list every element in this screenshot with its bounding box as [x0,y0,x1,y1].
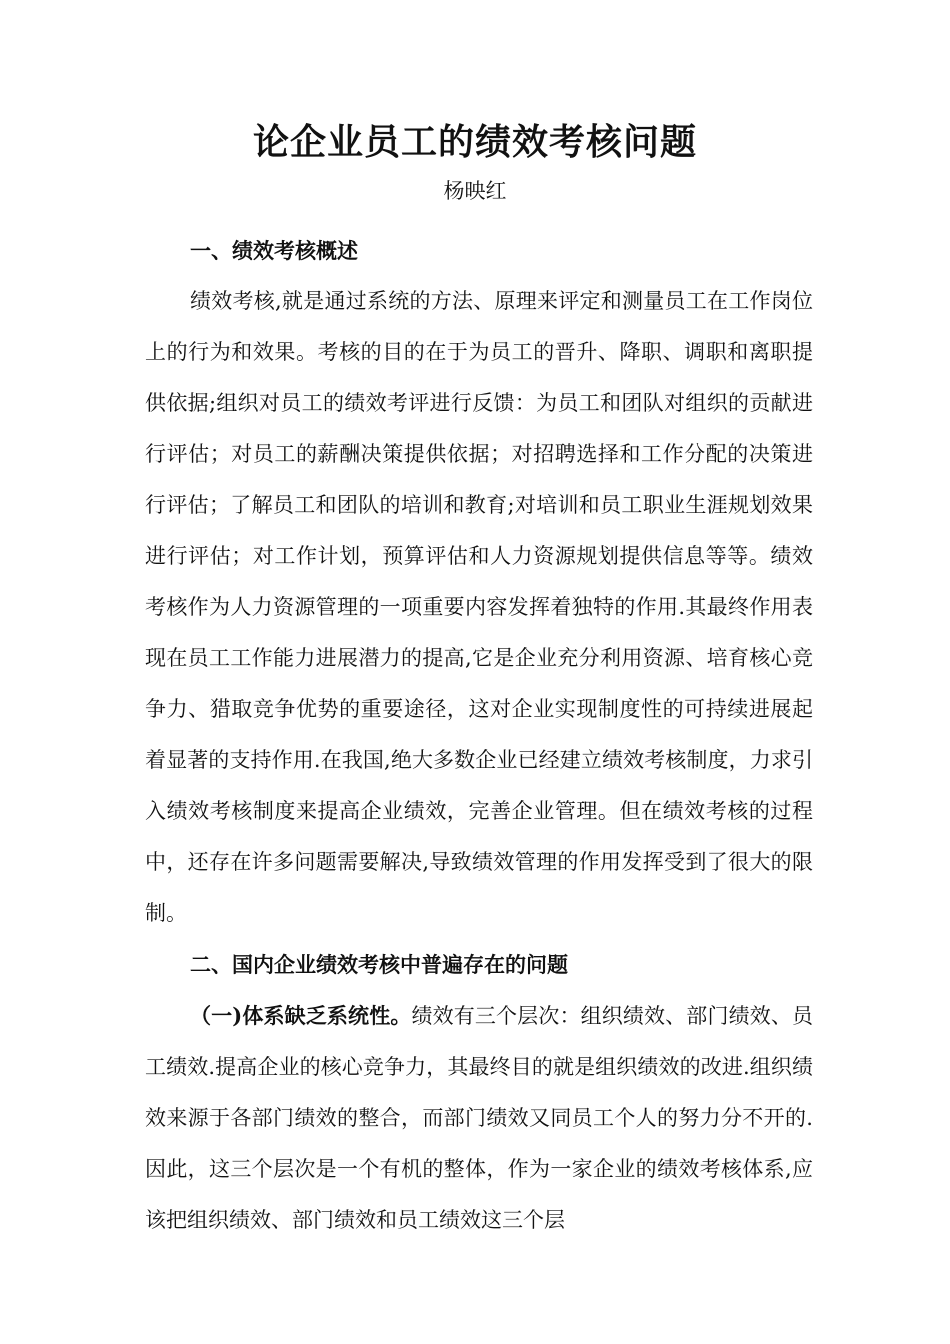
section-paragraph-2 [145,990,813,1246]
document-body [145,225,813,1246]
section-heading-1: 一、绩效考核概述 [190,238,358,263]
document-title: 论企业员工的绩效考核问题 [252,121,697,163]
author-name: 杨映红 [443,179,507,203]
subsection-text-1: 绩效有三个层次：组织绩效、部门绩效、员工绩效.提高企业的核心竞争力，其最终目的就是组织绩效的改进.组织绩效来源于各部门绩效的整合，而部门绩效又同员工个人的努力分不开的.因此，这三个层次是一个有机的整体，作为一家企业的绩效考核体系,应该把组织绩效、部门绩效和员工绩效这三个层 [145,1004,814,1232]
section-paragraph-1: 绩效考核,就是通过系统的方法、原理来评定和测量员工在工作岗位上的行为和效果。考核的目的在于为员工的晋升、降职、调职和离职提供依据;组织对员工的绩效考评进行反馈：为员工和团队对组织的贡献进行评估；对员工的薪酬决策提供依据；对招聘选择和工作分配的决策进行评估；了解员工和团队的培训和教育;对培训和员工职业生涯规划效果进行评估；对工作计划，预算评估和人力资源规划提供信息等等。绩效考核作为人力资源管理的一项重要内容发挥着独特的作用.其最终作用表现在员工工作能力进展潜力的提高,它是企业充分利用资源、培育核心竞争力、猎取竞争优势的重要途径，这对企业实现制度性的可持续进展起着显著的支持作用.在我国,绝大多数企业已经建立绩效考核制度，力求引入绩效考核制度来提高企业绩效，完善企业管理。但在绩效考核的过程中，还存在许多问题需要解决,导致绩效管理的作用发挥受到了很大的限制。 [145,289,813,925]
section-heading-2: 二、国内企业绩效考核中普遍存在的问题 [190,952,568,977]
subsection-heading-1: （一)体系缺乏系统性。 [190,1003,412,1028]
